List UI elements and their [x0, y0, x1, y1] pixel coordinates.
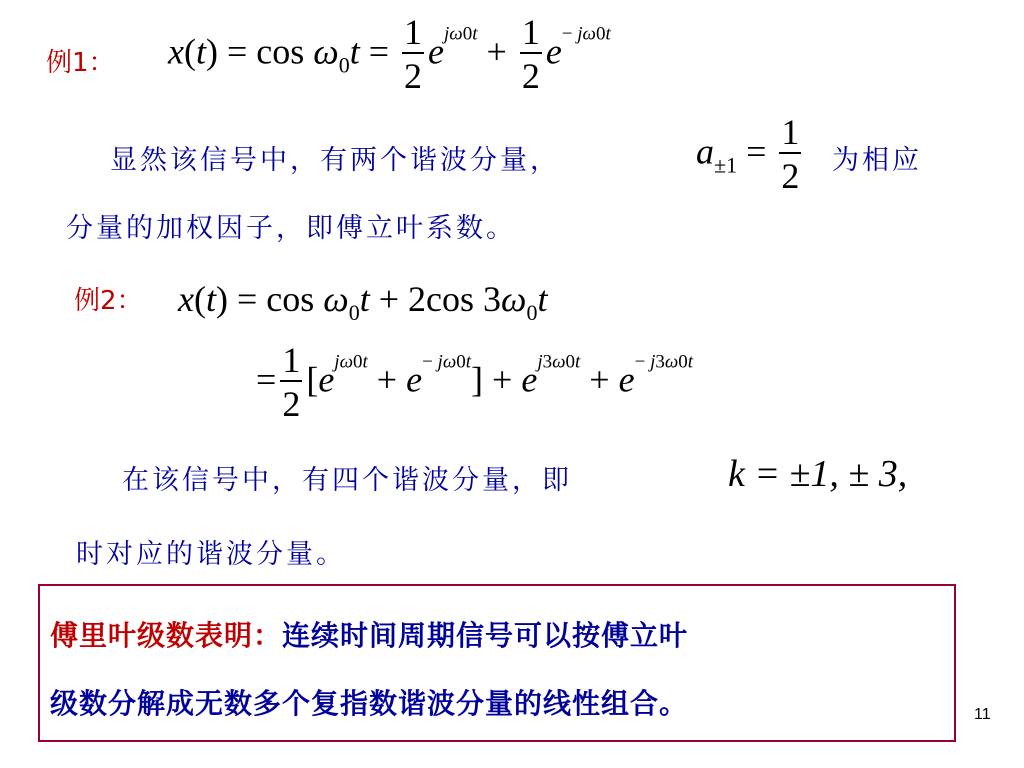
- example1-explanation-line1: 显然该信号中，有两个谐波分量，: [110, 145, 560, 176]
- conclusion-line1: [50, 614, 688, 654]
- conclusion-line1-rest: 连续时间周期信号可以按傅立叶: [282, 619, 689, 652]
- example2-explanation-line2: 时对应的谐波分量。: [76, 539, 346, 570]
- example1-explanation-line2: 分量的加权因子，即傅立叶系数。: [66, 213, 516, 244]
- coefficient-equation: $a_{\pm 1}$ = $\frac{1}{2}$: [696, 112, 800, 196]
- conclusion-line2: 级数分解成无数多个复指数谐波分量的线性组合。: [50, 687, 689, 720]
- conclusion-title: 傅里叶级数表明：: [50, 619, 283, 652]
- example2-label: 例2：: [74, 286, 143, 316]
- example1-explanation-tail: 为相应: [832, 145, 922, 176]
- example2-equation-line1: $x(t) = \cos \omega_0t + 2\cos$ $3\omega_0t$: [178, 279, 548, 325]
- page-number: 11: [974, 706, 991, 723]
- example1-equation: $x(t) = \cos \omega_0t$ = $\frac{1}{2}$ $e^{j\omega 0t}$ + $\frac{1}{2}$ $e^{- j\omega 0t}$: [168, 12, 611, 96]
- example1-label: 例1：: [46, 48, 115, 78]
- example2-equation-line2: = $\frac{1}{2}$ $[e^{j\omega 0t} + e^{- j\omega 0t}] + e^{j3\omega 0t} + e^{- j3\omega 0t}$: [256, 340, 694, 424]
- example2-explanation-line1: 在该信号中，有四个谐波分量，即: [122, 465, 572, 496]
- k-values-equation: k = ±1, ± 3,: [728, 453, 908, 495]
